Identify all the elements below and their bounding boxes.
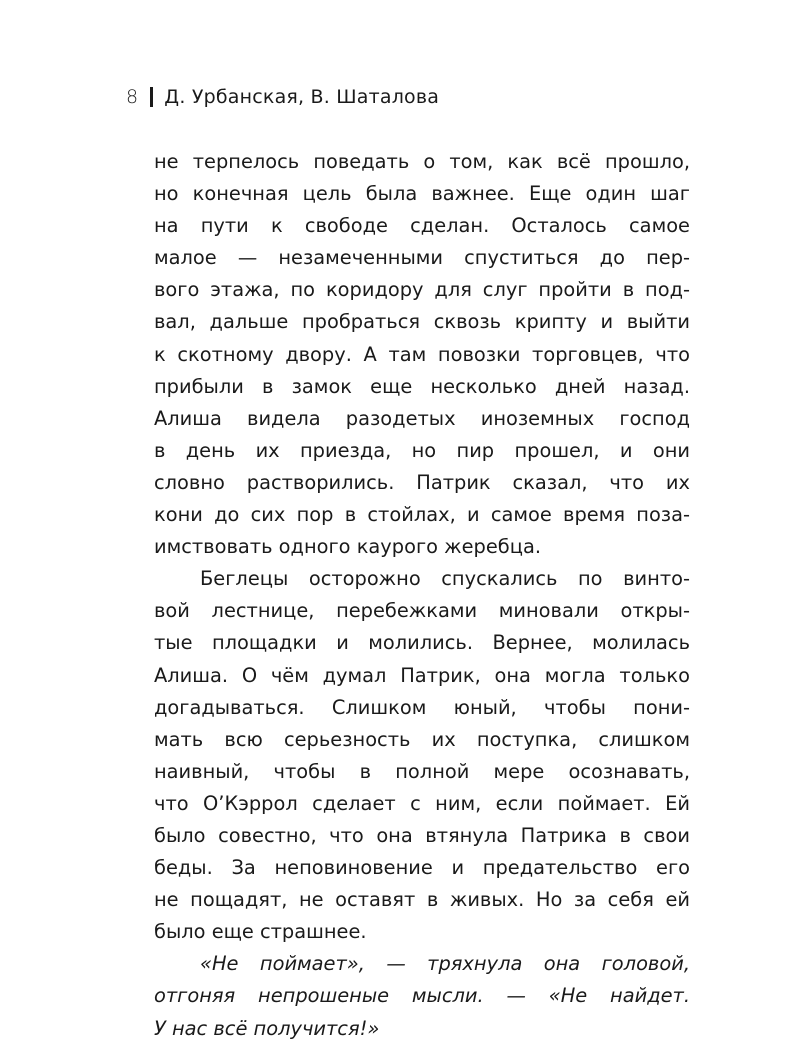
text-line: вой лестнице, перебежками миновали откры-: [154, 599, 690, 623]
paragraph: [154, 563, 690, 948]
text-line: словно растворились. Патрик сказал, что их: [154, 470, 690, 494]
text-line: отгоняя непрошеные мысли. — «Не найдет.: [154, 984, 690, 1008]
text-line: но конечная цель была важнее. Еще один шаг: [154, 182, 690, 206]
page-header: [126, 82, 439, 112]
paragraph: [154, 948, 690, 1044]
running-head-authors: Д. Урбанская, В. Шаталова: [164, 86, 440, 108]
text-line: на пути к свободе сделан. Осталось самое: [154, 214, 690, 238]
text-line: прибыли в замок еще несколько дней назад.: [154, 374, 690, 398]
text-line: беды. За неповиновение и предательство его: [154, 856, 690, 880]
text-line: тые площадки и молились. Вернее, молилась: [154, 631, 690, 655]
page-number: 8: [126, 86, 139, 108]
text-line: кони до сих пор в стойлах, и самое время поза-: [154, 503, 690, 527]
text-line: догадываться. Слишком юный, чтобы пони-: [154, 695, 690, 719]
text-line: наивный, чтобы в полной мере осознавать,: [154, 759, 690, 783]
text-line: Беглецы осторожно спускались по винто-: [200, 567, 690, 591]
text-line: было еще страшнее.: [154, 920, 367, 944]
text-line: вого этажа, по коридору для слуг пройти в под-: [154, 278, 690, 302]
paragraph: [154, 146, 690, 563]
text-line: Алиша видела разодетых иноземных господ: [154, 406, 690, 430]
text-line: не терпелось поведать о том, как всё прошло,: [154, 150, 690, 173]
text-line: в день их приезда, но пир прошел, и они: [154, 438, 690, 462]
text-line: вал, дальше пробраться сквозь крипту и выйти: [154, 310, 690, 334]
body-text: [154, 146, 690, 1045]
text-line: У нас всё получится!»: [154, 1016, 380, 1040]
text-line: малое — незамеченными спуститься до пер-: [154, 246, 690, 270]
text-line: мать всю серьезность их поступка, слишком: [154, 727, 690, 751]
text-line: не пощадят, не оставят в живых. Но за себя ей: [154, 888, 690, 912]
text-line: «Не поймает», — тряхнула она головой,: [200, 952, 690, 976]
text-line: Алиша. О чём думал Патрик, она могла только: [154, 663, 690, 687]
text-line: что О’Кэррол сделает с ним, если поймает. Ей: [154, 791, 690, 815]
header-divider: [150, 87, 153, 107]
text-line: было совестно, что она втянула Патрика в свои: [154, 823, 690, 847]
text-line: имствовать одного каурого жеребца.: [154, 535, 541, 559]
text-line: к скотному двору. А там повозки торговцев, что: [154, 342, 690, 366]
